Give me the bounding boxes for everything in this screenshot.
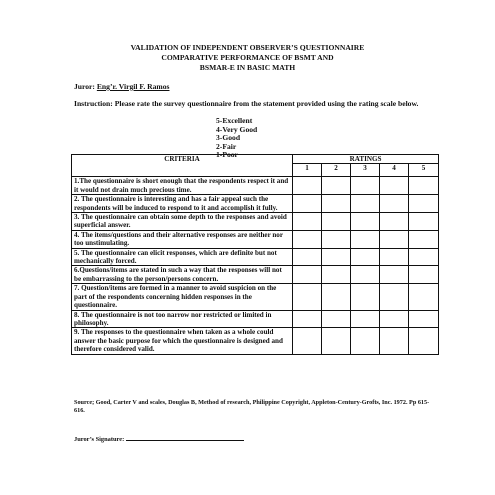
table-row (72, 213, 439, 231)
rating-cell-3[interactable] (351, 328, 380, 354)
criterion-text: 2. The questionnaire is interesting and has a fair appeal such the respondents will be induced to respond to it and accomplish it fully. (72, 195, 293, 213)
rating-col-2: 2 (322, 164, 351, 177)
rating-cell-1[interactable] (293, 328, 322, 354)
rating-cell-2[interactable] (322, 248, 351, 266)
rating-cell-3[interactable] (351, 213, 380, 231)
table-row (72, 195, 439, 213)
juror-line (74, 82, 170, 91)
criterion-text: 4. The items/questions and their alternative responses are neither nor too unstimulating. (72, 230, 293, 248)
rating-cell-2[interactable] (322, 177, 351, 195)
rating-cell-3[interactable] (351, 248, 380, 266)
rating-cell-4[interactable] (380, 213, 409, 231)
rating-cell-2[interactable] (322, 328, 351, 354)
scale-item-3: 3-Good (216, 133, 241, 143)
rating-cell-2[interactable] (322, 284, 351, 310)
rating-col-3: 3 (351, 164, 380, 177)
rating-cell-5[interactable] (409, 310, 439, 328)
rating-cell-4[interactable] (380, 284, 409, 310)
table-row (72, 248, 439, 266)
rating-cell-5[interactable] (409, 230, 439, 248)
rating-cell-1[interactable] (293, 195, 322, 213)
title-line-1: VALIDATION OF INDEPENDENT OBSERVER’S QUESTIONNAIRE (130, 43, 365, 52)
ratings-header: RATINGS (293, 155, 439, 164)
scale-item-2: 2-Fair (216, 141, 237, 151)
scale-item-4: 4-Very Good (216, 124, 258, 134)
rating-col-1: 1 (293, 164, 322, 177)
rating-col-5: 5 (409, 164, 439, 177)
rating-cell-5[interactable] (409, 284, 439, 310)
rating-cell-4[interactable] (380, 177, 409, 195)
table-row (72, 177, 439, 195)
table-row (72, 266, 439, 284)
criterion-text: 1.The questionnaire is short enough that the respondents respect it and it would not drain much precious time. (72, 177, 293, 195)
rating-cell-3[interactable] (351, 310, 380, 328)
scale-item-1: 1-Poor (216, 150, 238, 160)
signature-blank[interactable] (126, 434, 244, 441)
table-row (72, 284, 439, 310)
criterion-text: 7. Question/items are formed in a manner to avoid suspicion on the part of the respondents concerning hidden responses in the questionnaire. (72, 284, 293, 310)
rating-cell-3[interactable] (351, 266, 380, 284)
rating-cell-5[interactable] (409, 195, 439, 213)
rating-cell-2[interactable] (322, 266, 351, 284)
rating-cell-4[interactable] (380, 230, 409, 248)
rating-cell-3[interactable] (351, 195, 380, 213)
rating-col-4: 4 (380, 164, 409, 177)
criterion-text: 8. The questionnaire is not too narrow nor restricted or limited in philosophy. (72, 310, 293, 328)
title-line-3: BSMAR-E IN BASIC MATH (199, 63, 296, 72)
rating-cell-1[interactable] (293, 310, 322, 328)
signature-line (74, 434, 244, 443)
signature-label: Juror’s Signature: (74, 436, 125, 443)
rating-cell-2[interactable] (322, 195, 351, 213)
rating-cell-4[interactable] (380, 266, 409, 284)
criterion-text: 6.Questions/items are stated in such a way that the responses will not be embarrassing to the person/persons concern. (72, 266, 293, 284)
criterion-text: 9. The responses to the questionnaire when taken as a whole could answer the basic purpose for which the questionnaire is designed and therefore considered valid. (72, 328, 293, 354)
rating-cell-3[interactable] (351, 284, 380, 310)
rating-cell-1[interactable] (293, 230, 322, 248)
rating-cell-3[interactable] (351, 177, 380, 195)
rating-cell-1[interactable] (293, 284, 322, 310)
source-citation: Source; Good, Carter V and scales, Douglas B, Method of research, Philippine Copyright, Appleton-Century-Grofts, Inc. 1972. Pp 615-616. (74, 399, 430, 415)
criteria-header: CRITERIA (72, 155, 293, 177)
rating-cell-5[interactable] (409, 177, 439, 195)
rating-cell-1[interactable] (293, 248, 322, 266)
table-row (72, 328, 439, 354)
criteria-ratings-table (71, 154, 439, 355)
rating-cell-4[interactable] (380, 195, 409, 213)
juror-name: Eng’r. Virgil F. Ramos (96, 82, 170, 91)
criterion-text: 3. The questionnaire can obtain some depth to the responses and avoid superficial answer. (72, 213, 293, 231)
rating-cell-1[interactable] (293, 266, 322, 284)
rating-cell-5[interactable] (409, 328, 439, 354)
criterion-text: 5. The questionnaire can elicit responses, which are definite but not mechanically forced. (72, 248, 293, 266)
instruction-text: Instruction: Please rate the survey questionnaire from the statement provided using the rating scale below. (74, 99, 419, 108)
rating-cell-4[interactable] (380, 248, 409, 266)
table-row (72, 230, 439, 248)
rating-cell-5[interactable] (409, 213, 439, 231)
scale-item-5: 5-Excellent (216, 116, 253, 125)
rating-cell-2[interactable] (322, 230, 351, 248)
rating-cell-3[interactable] (351, 230, 380, 248)
rating-cell-5[interactable] (409, 266, 439, 284)
rating-cell-2[interactable] (322, 310, 351, 328)
rating-cell-4[interactable] (380, 310, 409, 328)
rating-cell-5[interactable] (409, 248, 439, 266)
table-row (72, 310, 439, 328)
juror-label: Juror: (74, 82, 95, 91)
rating-cell-4[interactable] (380, 328, 409, 354)
rating-cell-1[interactable] (293, 213, 322, 231)
title-line-2: COMPARATIVE PERFORMANCE OF BSMT AND (161, 53, 334, 62)
rating-cell-2[interactable] (322, 213, 351, 231)
rating-cell-1[interactable] (293, 177, 322, 195)
